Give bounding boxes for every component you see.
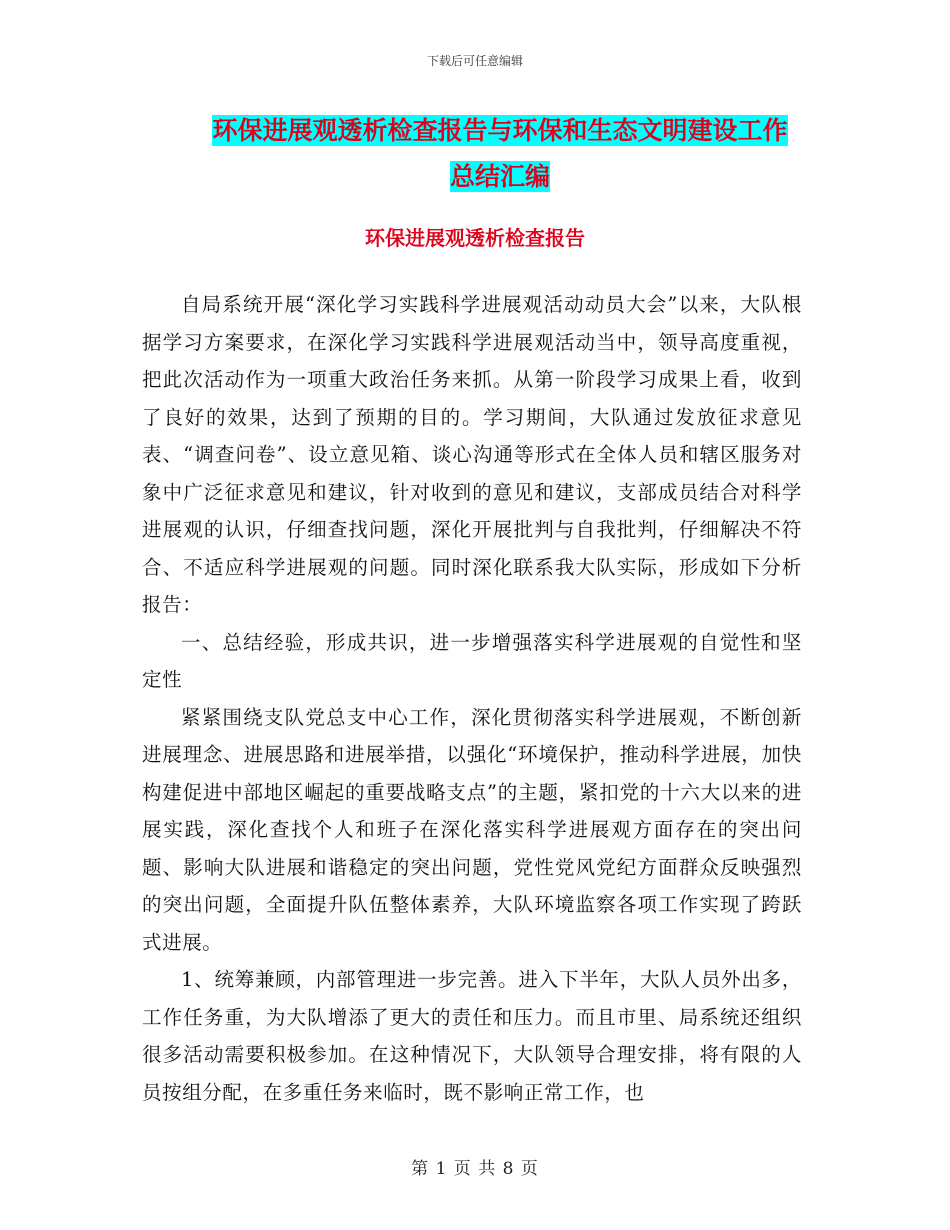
body-text (142, 286, 802, 1111)
page-footer: 第 1 页 共 8 页 (411, 1159, 539, 1179)
section-title: 环保进展观透析检查报告 (365, 226, 585, 250)
paragraph-1: 自局系统开展“深化学习实践科学进展观活动动员大会”以来，大队根据学习方案要求，在深化学习实践科学进展观活动当中，领导高度重视，把此次活动作为一项重大政治任务来抓。从第一阶段学习成果上看，收到了良好的效果，达到了预期的目的。学习期间，大队通过发放征求意见表、“调查问卷”、设立意见箱、谈心沟通等形式在全体人员和辖区服务对象中广泛征求意见和建议，针对收到的意见和建议，支部成员结合对科学进展观的认识，仔细查找问题，深化开展批判与自我批判，仔细解决不符合、不适应科学进展观的问题。同时深化联系我大队实际，形成如下分析报告： (142, 293, 802, 616)
paragraph-4: 1、统筹兼顾，内部管理进一步完善。进入下半年，大队人员外出多，工作任务重，为大队增添了更大的责任和压力。而且市里、局系统还组织很多活动需要积极参加。在这种情况下，大队领导合理安排，将有限的人员按组分配，在多重任务来临时，既不影响正常工作，也 (142, 968, 802, 1104)
document-title (140, 108, 860, 200)
paragraph-3: 紧紧围绕支队党总支中心工作，深化贯彻落实科学进展观，不断创新进展理念、进展思路和进展举措，以强化“环境保护，推动科学进展，加快构建促进中部地区崛起的重要战略支点”的主题，紧扣党的十六大以来的进展实践，深化查找个人和班子在深化落实科学进展观方面存在的突出问题、影响大队进展和谐稳定的突出问题，党性党风党纪方面群众反映强烈的突出问题，全面提升队伍整体素养，大队环境监察各项工作实现了跨跃式进展。 (142, 705, 802, 954)
header-note: 下载后可任意编辑 (426, 54, 523, 68)
document-title-line-1: 环保进展观透析检查报告与环保和生态文明建设工作 (212, 116, 788, 145)
document-title-line-2: 总结汇编 (449, 162, 550, 191)
paragraph-2: 一、总结经验，形成共识，进一步增强落实科学进展观的自觉性和坚定性 (142, 630, 802, 691)
